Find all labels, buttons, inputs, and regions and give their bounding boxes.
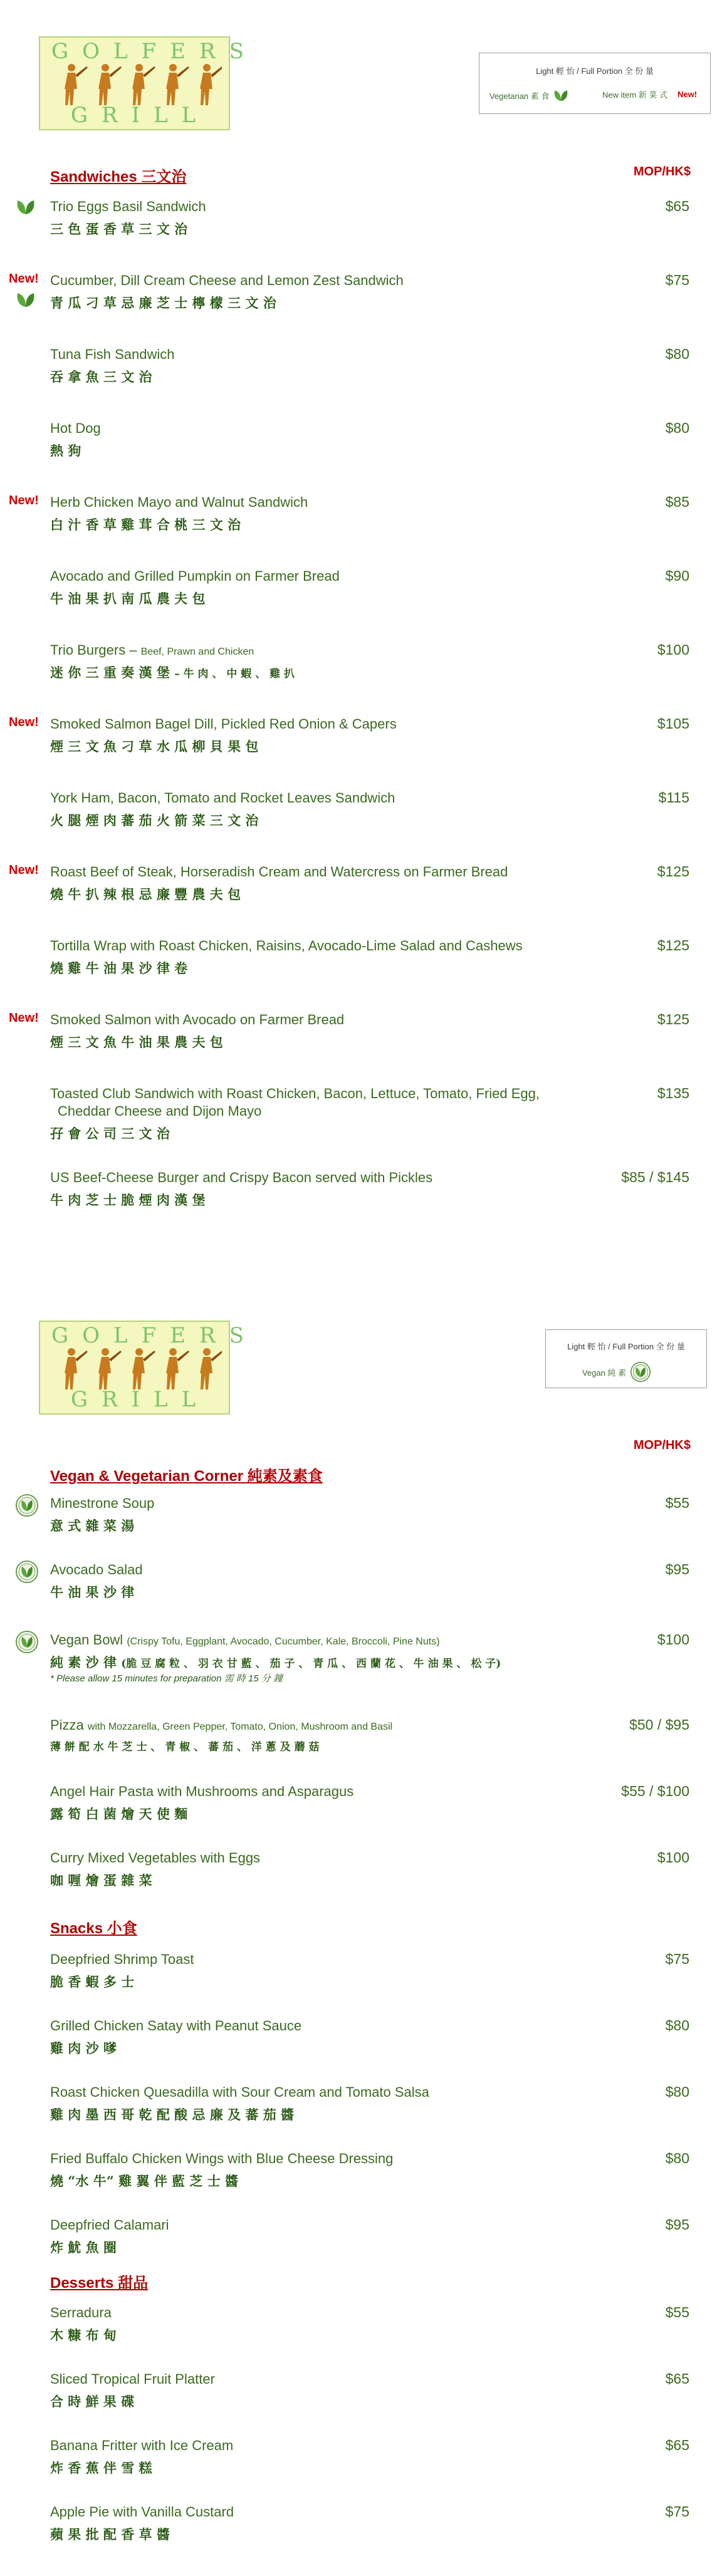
item-name-text: Minestrone Soup: [50, 1495, 155, 1511]
item-name-text: Avocado and Grilled Pumpkin on Farmer Bread: [50, 568, 340, 584]
item-name-chinese: [50, 958, 187, 977]
item-name-chinese: [50, 1032, 223, 1051]
currency-label: MOP/HK$: [633, 165, 691, 179]
item-name: [50, 272, 589, 289]
item-name-text: Apple Pie with Vanilla Custard: [50, 2504, 234, 2520]
section-title-snacks: Snacks 小食: [50, 1920, 137, 1937]
item-price: $55 / $100: [621, 1783, 689, 1799]
item-name-detail: with Mozzarella, Green Pepper, Tomato, Onion, Mushroom and Basil: [87, 1722, 393, 1732]
new-badge: New!: [9, 494, 39, 507]
item-price: $85: [665, 494, 689, 510]
logo-bottom-text: GRILL: [70, 103, 210, 128]
item-name: [50, 568, 589, 585]
logo-top-text: GOLFERS: [51, 39, 258, 64]
golfer-figures-icon: [48, 1347, 222, 1391]
item-chinese-text: 合 時 鮮 果 碟: [50, 2394, 135, 2409]
item-name-chinese: [50, 515, 241, 534]
item-name-text: Deepfried Calamari: [50, 2217, 169, 2233]
item-price: $95: [665, 2216, 689, 2233]
legend-vegetarian-label: Vegetarian 素 食: [489, 91, 550, 101]
vegan-leaf-circle-icon: [15, 1560, 39, 1584]
item-name-text: Fried Buffalo Chicken Wings with Blue Cheese Dressing: [50, 2151, 394, 2166]
item-price: $80: [665, 346, 689, 362]
item-price: $125: [657, 863, 689, 880]
item-name-chinese: [50, 1738, 320, 1753]
item-name-chinese: [50, 1582, 134, 1601]
item-chinese-text: 純 素 沙 律: [50, 1654, 122, 1670]
new-badge: New!: [9, 272, 39, 286]
item-name: [50, 863, 589, 881]
item-name: [50, 346, 589, 363]
vegan-leaf-circle-icon: [15, 1630, 39, 1654]
item-chinese-text: 煙 三 文 魚 刁 草 水 瓜 柳 貝 果 包: [50, 739, 259, 754]
legend-box: [479, 53, 711, 114]
legend-new-item-label: New item 新 菜 式: [602, 90, 668, 100]
item-price: $115: [658, 789, 689, 806]
item-name: [50, 1495, 589, 1512]
item-chinese-text: 炸 香 蕉 伴 雪 糕: [50, 2460, 152, 2476]
menu-page-vegan-snacks-desserts: [0, 1291, 722, 2576]
item-chinese-text: 燒 “水 牛” 雞 翼 伴 藍 芝 士 醬: [50, 2173, 238, 2189]
item-name-chinese: [50, 2525, 170, 2543]
item-name-chinese: [50, 2325, 117, 2344]
legend-vegan: [582, 1361, 651, 1383]
item-name-text: Tortilla Wrap with Roast Chicken, Raisins, Avocado-Lime Salad and Cashews: [50, 938, 523, 953]
item-name: [50, 494, 589, 511]
item-chinese-detail: – 牛 肉 、 中 蝦 、 雞 扒: [174, 668, 295, 680]
vegan-leaf-circle-icon: [630, 1361, 651, 1383]
item-name-chinese: [50, 663, 295, 682]
item-price: $80: [665, 2017, 689, 2033]
item-name: [50, 1951, 589, 1968]
item-price: $95: [665, 1561, 689, 1577]
item-name-chinese: [50, 811, 258, 829]
item-name-chinese: [50, 2238, 117, 2257]
item-name-chinese: [50, 1871, 152, 1889]
item-name: [50, 198, 589, 216]
item-chinese-text: 白 汁 香 草 雞 茸 合 桃 三 文 治: [50, 517, 241, 532]
vegan-leaf-circle-icon: [15, 1493, 39, 1517]
item-price: $75: [665, 272, 689, 288]
item-chinese-text: 煙 三 文 魚 牛 油 果 農 夫 包: [50, 1034, 223, 1050]
section-title-vegan: Vegan & Vegetarian Corner 純素及素食: [50, 1468, 323, 1485]
new-badge: New!: [9, 715, 39, 729]
item-name-text: Curry Mixed Vegetables with Eggs: [50, 1850, 261, 1866]
item-chinese-text: 意 式 雜 菜 湯: [50, 1518, 135, 1534]
item-chinese-text: 熱 狗: [50, 443, 81, 459]
item-name: [50, 1783, 589, 1800]
item-name: [50, 937, 589, 955]
item-name-text: York Ham, Bacon, Tomato and Rocket Leaves Sandwich: [50, 790, 395, 806]
item-name-text: Angel Hair Pasta with Mushrooms and Asparagus: [50, 1784, 354, 1799]
item-name-text: Roast Chicken Quesadilla with Sour Cream and Tomato Salsa: [50, 2084, 429, 2100]
item-name-chinese: [50, 367, 152, 386]
item-chinese-text: 炸 魷 魚 圈: [50, 2240, 117, 2255]
item-name-chinese: [50, 885, 241, 903]
item-name-chinese: [50, 589, 206, 608]
item-chinese-text: 牛 油 果 扒 南 瓜 農 夫 包: [50, 591, 206, 606]
item-name-line2: Cheddar Cheese and Dijon Mayo: [58, 1103, 262, 1119]
item-name: [50, 1716, 589, 1736]
item-name: [50, 1169, 589, 1187]
new-badge: New!: [9, 863, 39, 877]
item-name-detail: Beef, Prawn and Chicken: [140, 647, 254, 657]
item-name: [50, 1561, 589, 1579]
item-name-chinese: [50, 2171, 238, 2190]
leaf-icon: [553, 88, 569, 102]
item-name: [50, 1085, 589, 1120]
item-price: $65: [665, 2371, 689, 2387]
item-chinese-text: 木 糠 布 甸: [50, 2327, 117, 2343]
item-name-text: Sliced Tropical Fruit Platter: [50, 2371, 215, 2387]
item-name-detail: (Crispy Tofu, Eggplant, Avocado, Cucumber, Kale, Broccoli, Pine Nuts): [127, 1636, 440, 1647]
item-name-chinese: [50, 1804, 187, 1823]
golfers-grill-logo: [39, 36, 258, 130]
logo-bottom-text: GRILL: [70, 1387, 210, 1412]
item-price: $80: [665, 420, 689, 436]
item-name-text: Grilled Chicken Satay with Peanut Sauce: [50, 2018, 302, 2033]
item-name-chinese: [50, 219, 187, 238]
item-chinese-text: 雞 肉 沙 嗲: [50, 2040, 117, 2056]
item-chinese-text: 雞 肉 墨 西 哥 乾 配 酸 忌 廉 及 蕃 茄 醬: [50, 2107, 295, 2122]
leaf-icon: [15, 198, 36, 216]
item-chinese-text: 牛 肉 芝 士 脆 煙 肉 漢 堡: [50, 1192, 206, 1208]
item-name: [50, 2216, 589, 2234]
item-name-text: Trio Eggs Basil Sandwich: [50, 199, 206, 214]
item-name: [50, 2150, 589, 2168]
item-name: [50, 2371, 589, 2388]
item-price: $100: [657, 1849, 689, 1866]
item-chinese-text: 三 色 蛋 香 草 三 文 治: [50, 221, 188, 237]
item-chinese-text: 青 瓜 刁 草 忌 廉 芝 士 檸 檬 三 文 治: [50, 295, 276, 311]
item-price: $100: [657, 1631, 689, 1648]
item-name: [50, 641, 589, 661]
item-chinese-detail: 薄 餅 配 水 牛 芝 士 、 青 椒 、 蕃 茄 、 洋 蔥 及 蘑 菇: [50, 1741, 320, 1753]
item-chinese-text: 燒 牛 扒 辣 根 忌 廉 豐 農 夫 包: [50, 886, 241, 902]
item-name-text: Hot Dog: [50, 420, 101, 436]
item-chinese-text: 燒 雞 牛 油 果 沙 律 卷: [50, 960, 188, 976]
legend-vegetarian: [489, 88, 569, 102]
preparation-note: * Please allow 15 minutes for preparation 需 時 15 分 鐘: [50, 1673, 283, 1684]
item-chinese-detail: (脆 豆 腐 粒 、 羽 衣 甘 藍 、 茄 子 、 青 瓜 、 西 蘭 花 、 牛 油 果 、 松 子): [121, 1658, 501, 1670]
section-title-desserts: Desserts 甜品: [50, 2275, 149, 2292]
item-name-chinese: [50, 737, 258, 756]
item-name: [50, 420, 589, 437]
item-price: $50 / $95: [629, 1716, 689, 1733]
item-name-chinese: [50, 441, 81, 460]
item-price: $125: [657, 1011, 689, 1027]
item-name-chinese: [50, 1124, 170, 1143]
item-name-text: Roast Beef of Steak, Horseradish Cream and Watercress on Farmer Bread: [50, 864, 508, 880]
item-name-text: Vegan Bowl: [50, 1632, 127, 1648]
item-price: $125: [657, 937, 689, 953]
item-name-text: US Beef-Cheese Burger and Crispy Bacon served with Pickles: [50, 1170, 433, 1185]
item-name: [50, 1849, 589, 1867]
legend-portion: Light 輕 怡 / Full Portion 全 份 量: [567, 1342, 685, 1351]
item-price: $75: [665, 1951, 689, 1967]
item-name-chinese: [50, 293, 276, 312]
item-name: [50, 2084, 589, 2101]
item-name-chinese: [50, 1972, 134, 1991]
item-price: $105: [657, 715, 689, 732]
item-chinese-text: 咖 喱 燴 蛋 雜 菜: [50, 1872, 152, 1888]
menu-page-sandwiches: [0, 0, 722, 1253]
item-name-text: Toasted Club Sandwich with Roast Chicken, Bacon, Lettuce, Tomato, Fried Egg,: [50, 1086, 540, 1101]
item-price: $80: [665, 2150, 689, 2166]
item-price: $80: [665, 2084, 689, 2100]
legend-new-badge: New!: [678, 90, 698, 99]
logo-top-text: GOLFERS: [51, 1323, 258, 1348]
item-name-text: Herb Chicken Mayo and Walnut Sandwich: [50, 494, 308, 510]
item-name-chinese: [50, 2392, 134, 2411]
item-chinese-text: 迷 你 三 重 奏 漢 堡: [50, 665, 175, 680]
item-name-text: Pizza: [50, 1717, 88, 1733]
legend-vegan-label: Vegan 純 素: [582, 1368, 627, 1378]
item-name-chinese: [50, 1190, 206, 1209]
item-name-text: Avocado Salad: [50, 1562, 143, 1577]
item-price: $65: [665, 198, 689, 214]
item-name: [50, 2503, 589, 2521]
item-name: [50, 1011, 589, 1029]
item-name: [50, 1631, 589, 1651]
item-chinese-text: 吞 拿 魚 三 文 治: [50, 369, 152, 385]
item-chinese-text: 脆 香 蝦 多 士: [50, 1974, 135, 1990]
item-name-text: Tuna Fish Sandwich: [50, 346, 175, 362]
section-title-sandwiches: Sandwiches 三文治: [50, 169, 187, 185]
item-name-chinese: [50, 2105, 294, 2124]
item-price: $55: [665, 2304, 689, 2320]
item-name-chinese: [50, 2038, 117, 2057]
item-chinese-text: 牛 油 果 沙 律: [50, 1584, 135, 1600]
item-name: [50, 715, 589, 733]
item-name-text: Serradura: [50, 2305, 112, 2320]
item-price: $55: [665, 1495, 689, 1511]
item-name-text: Trio Burgers –: [50, 642, 141, 658]
new-badge: New!: [9, 1011, 39, 1025]
item-name-text: Smoked Salmon with Avocado on Farmer Bread: [50, 1012, 345, 1027]
item-price: $100: [657, 641, 689, 658]
item-name: [50, 2017, 589, 2035]
item-chinese-text: 露 筍 白 菌 燴 天 使 麵: [50, 1806, 188, 1822]
golfers-grill-logo-2: [39, 1321, 258, 1415]
item-name: [50, 2304, 589, 2322]
legend-portion: Light 輕 怡 / Full Portion 全 份 量: [536, 66, 654, 76]
legend-new-item: [602, 88, 697, 100]
item-chinese-text: 火 腿 煙 肉 蕃 茄 火 箭 菜 三 文 治: [50, 813, 259, 828]
item-price: $90: [665, 568, 689, 584]
item-name-chinese: [50, 1653, 501, 1671]
item-name-chinese: [50, 1516, 134, 1535]
item-price: $135: [657, 1085, 689, 1101]
item-name-text: Cucumber, Dill Cream Cheese and Lemon Zest Sandwich: [50, 273, 404, 288]
item-price: $65: [665, 2437, 689, 2453]
item-name-text: Deepfried Shrimp Toast: [50, 1951, 194, 1967]
leaf-icon: [15, 291, 36, 308]
item-name: [50, 2437, 589, 2454]
item-name-chinese: [50, 2458, 152, 2477]
item-chinese-text: 孖 會 公 司 三 文 治: [50, 1126, 170, 1141]
item-price: $85 / $145: [621, 1169, 689, 1185]
item-name-text: Smoked Salmon Bagel Dill, Pickled Red Onion & Capers: [50, 716, 397, 732]
item-name-text: Banana Fritter with Ice Cream: [50, 2438, 234, 2453]
item-name: [50, 789, 589, 807]
item-price: $75: [665, 2503, 689, 2520]
item-chinese-text: 蘋 果 批 配 香 草 醬: [50, 2527, 170, 2542]
golfer-figures-icon: [48, 63, 222, 106]
legend-box-2: [545, 1329, 707, 1388]
currency-label-2: MOP/HK$: [633, 1438, 691, 1452]
